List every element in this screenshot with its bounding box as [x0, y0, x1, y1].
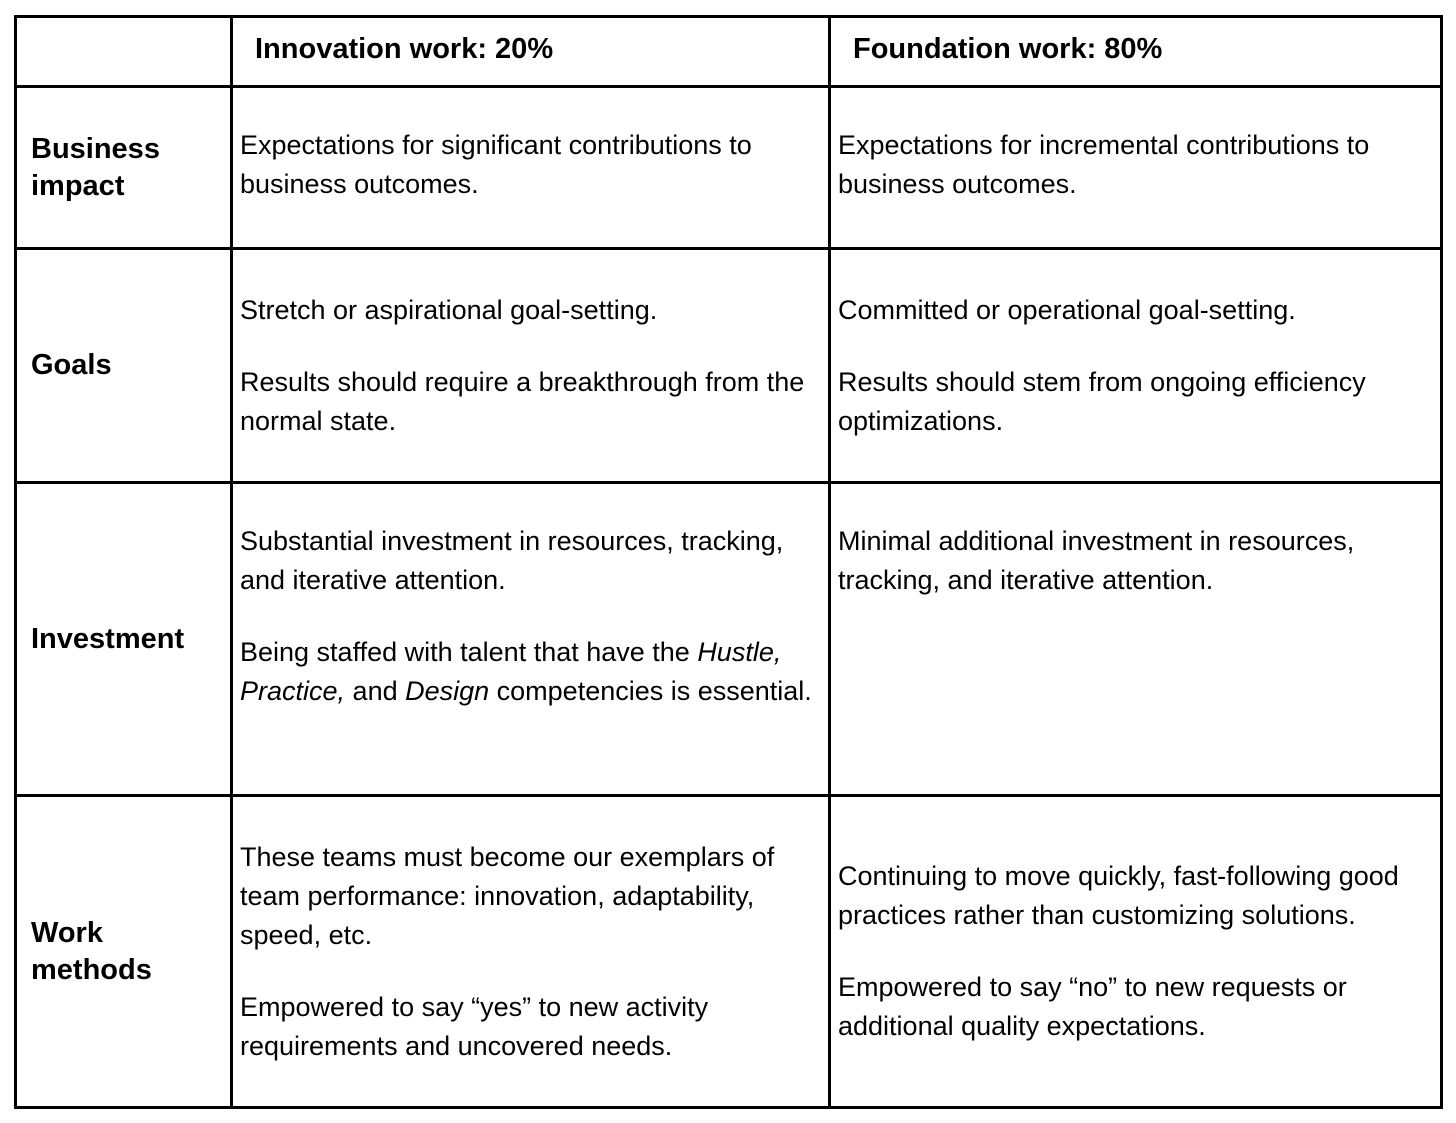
cell-text: Results should stem from ongoing efficiency optimizations. — [838, 366, 1366, 436]
cell-text: Stretch or aspirational goal-setting. — [240, 294, 658, 325]
row-label-line: methods — [31, 953, 152, 986]
cell-text: Substantial investment in resources, tracking, and iterative attention. — [240, 526, 784, 595]
header-innovation: Innovation work: 20% — [233, 18, 831, 88]
cell-text-rich — [240, 633, 818, 711]
comparison-table — [14, 15, 1443, 1109]
cell-text: Continuing to move quickly, fast-following good practices rather than customizing solutions. — [838, 861, 1399, 930]
row-label-line: impact — [31, 169, 125, 202]
corner-cell — [17, 18, 233, 88]
cell-work-methods-innovation — [233, 797, 831, 1106]
row-label-text: Investment — [31, 622, 185, 655]
text-run: and — [345, 676, 406, 706]
cell-text: Empowered to say “no” to new requests or additional quality expectations. — [838, 972, 1347, 1041]
cell-text: Empowered to say “yes” to new activity requirements and uncovered needs. — [240, 991, 709, 1061]
cell-investment-foundation — [831, 484, 1440, 797]
cell-business-impact-foundation — [831, 88, 1440, 250]
cell-text: Expectations for significant contributions to business outcomes. — [240, 130, 752, 199]
cell-business-impact-innovation — [233, 88, 831, 250]
cell-text: Expectations for incremental contributions to business outcomes. — [838, 130, 1370, 199]
row-label-goals — [17, 250, 233, 484]
row-label-line: Business — [31, 132, 160, 165]
cell-goals-innovation — [233, 250, 831, 484]
text-run-italic: Design — [405, 676, 490, 706]
cell-goals-foundation — [831, 250, 1440, 484]
cell-text: Results should require a breakthrough from the normal state. — [240, 366, 805, 436]
row-label-investment — [17, 484, 233, 797]
text-run: competencies is essential. — [489, 676, 812, 706]
row-label-work-methods — [17, 797, 233, 1106]
header-foundation: Foundation work: 80% — [831, 18, 1440, 88]
cell-text: Committed or operational goal-setting. — [838, 294, 1296, 325]
cell-investment-innovation — [233, 484, 831, 797]
cell-text: These teams must become our exemplars of team performance: innovation, adaptability, speed, etc. — [240, 841, 775, 950]
cell-work-methods-foundation — [831, 797, 1440, 1106]
cell-text: Minimal additional investment in resources, tracking, and iterative attention. — [838, 526, 1355, 595]
row-label-line: Work — [31, 916, 103, 949]
row-label-business-impact — [17, 88, 233, 250]
row-label-text: Goals — [31, 349, 112, 381]
text-run: Being staffed with talent that have the — [240, 637, 698, 667]
text-run-italic: Hustle, Practice, — [240, 637, 782, 706]
